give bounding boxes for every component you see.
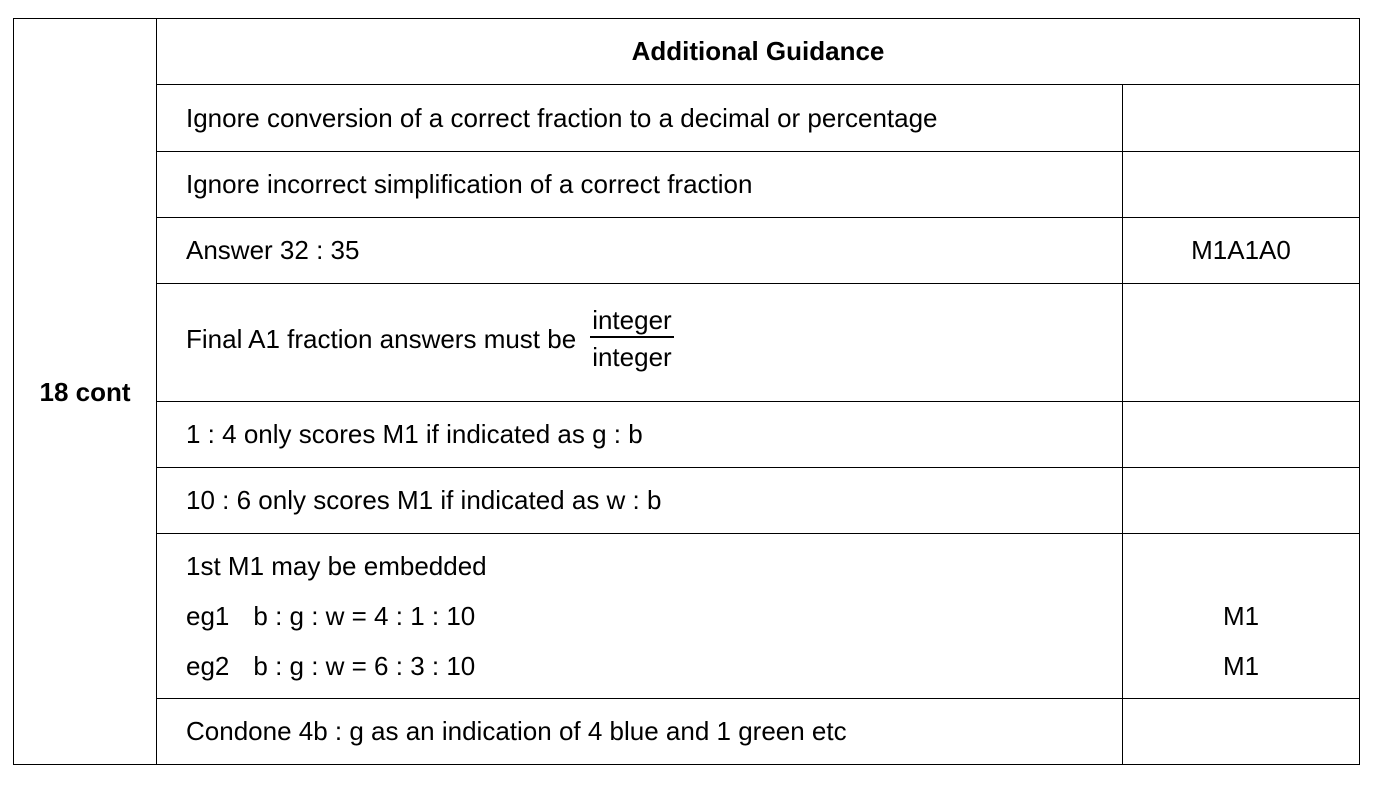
guidance-text: 10 : 6 only scores M1 if indicated as w : b xyxy=(186,485,662,515)
guidance-text: 1 : 4 only scores M1 if indicated as g : b xyxy=(186,419,643,449)
guidance-text: Answer 32 : 35 xyxy=(186,235,360,265)
mark-text: M1 xyxy=(1222,651,1260,681)
table-row xyxy=(157,699,1360,764)
example-label: eg1 xyxy=(186,601,230,631)
guidance-cell xyxy=(157,534,1123,698)
mark-cell xyxy=(1123,534,1360,698)
guidance-cell xyxy=(157,284,1123,401)
table-row xyxy=(157,85,1360,152)
question-number: 18 cont xyxy=(39,377,131,407)
table-row xyxy=(157,402,1360,468)
table-row xyxy=(157,534,1360,699)
table-row xyxy=(157,218,1360,284)
guidance-text: Final A1 fraction answers must be xyxy=(186,324,577,354)
table-header xyxy=(157,19,1360,85)
mark-cell xyxy=(1123,218,1360,283)
guidance-text: Ignore incorrect simplification of a correct fraction xyxy=(186,169,753,199)
mark-cell xyxy=(1123,402,1360,467)
example-line xyxy=(186,651,475,681)
mark-text: M1A1A0 xyxy=(1191,235,1291,265)
header-title: Additional Guidance xyxy=(631,36,885,66)
mark-cell xyxy=(1123,152,1360,217)
example-label: eg2 xyxy=(186,651,230,681)
mark-cell xyxy=(1123,284,1360,401)
guidance-block xyxy=(157,19,1360,764)
table-row xyxy=(157,284,1360,402)
guidance-text: 1st M1 may be embedded xyxy=(186,551,487,581)
guidance-cell xyxy=(157,402,1123,467)
example-line xyxy=(186,601,475,631)
guidance-cell xyxy=(157,218,1123,283)
guidance-cell xyxy=(157,468,1123,533)
mark-text: M1 xyxy=(1222,601,1260,631)
guidance-table xyxy=(13,18,1360,765)
table-row xyxy=(157,468,1360,534)
mark-cell xyxy=(1123,85,1360,151)
example-text: b : g : w = 6 : 3 : 10 xyxy=(253,651,476,681)
example-text: b : g : w = 4 : 1 : 10 xyxy=(253,601,476,631)
guidance-cell xyxy=(157,85,1123,151)
fraction xyxy=(590,304,674,374)
guidance-text: Ignore conversion of a correct fraction to a decimal or percentage xyxy=(186,103,938,133)
mark-cell xyxy=(1123,699,1360,764)
question-number-cell xyxy=(14,19,157,764)
guidance-fraction-line xyxy=(186,304,674,374)
fraction-numerator: integer xyxy=(590,304,674,338)
guidance-cell xyxy=(157,699,1123,764)
mark-cell xyxy=(1123,468,1360,533)
guidance-text: Condone 4b : g as an indication of 4 blue and 1 green etc xyxy=(186,716,847,746)
table-row xyxy=(157,152,1360,218)
guidance-cell xyxy=(157,152,1123,217)
fraction-denominator: integer xyxy=(592,342,672,372)
